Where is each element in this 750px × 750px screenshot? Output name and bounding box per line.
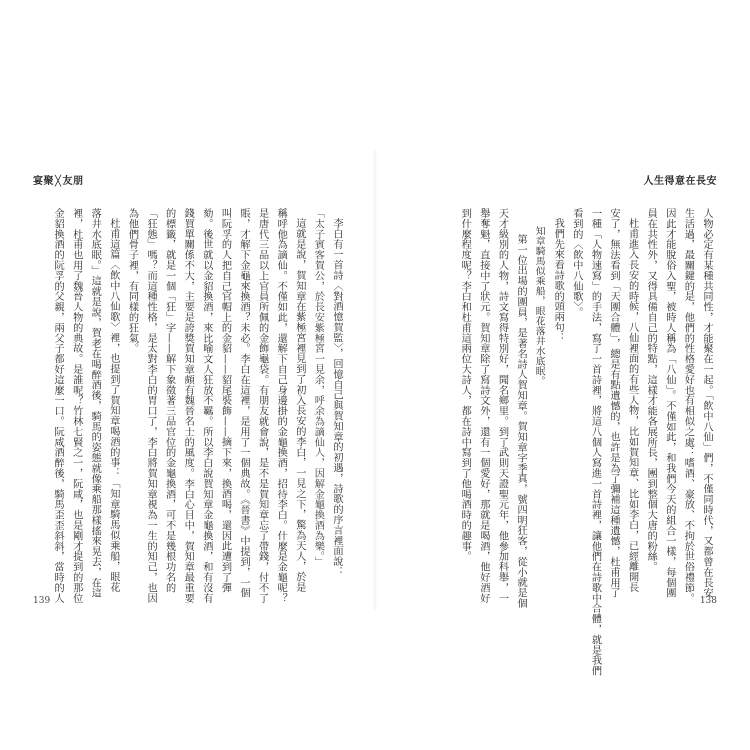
page-number-left: 139 (33, 596, 51, 606)
book-gutter (373, 150, 377, 610)
text-column: 劾。後世就以金貂換酒，來比喻文人狂放不羈。所以李白說賀知章金龜換酒，和有沒有 (200, 208, 212, 604)
section-title-part2: 友朋 (62, 176, 84, 187)
text-column: 錢買單關係不大，主要是誇獎賀知章頗有魏晉名士的風度。李白心目中，賀知章最重要 (182, 208, 194, 604)
text-column: 天才級別的人物，詩文寫得特別好，聞名鄉里。到了武則天證聖元年，他參加科舉，一 (496, 208, 508, 604)
text-column: 生活過，最關鍵的是，他們的性格愛好也有相似之處：嗜酒、豪放、不拘於世俗禮節。 (682, 208, 694, 604)
text-column: 安了，無法看到「天團合體」，總是有點遺憾的，也許是為了彌補這種遺憾，杜甫用了 (608, 208, 620, 599)
text-column: 因此才能脫俗入聖，被時人稱為「八仙」。不僅如此，和我們今天的組合一樣，每個團 (663, 208, 675, 599)
quotation-line: 「太子賓客賀公，於長安紫極宮一見余，呼余為謫仙人，因解金龜換酒為樂。」 (312, 208, 324, 567)
text-column: 舉奪魁，直接中了狀元。賀知章除了寫詩文外，還有一個愛好，那就是喝酒，他好酒好 (477, 208, 489, 604)
text-column: 看到的〈飲中八仙歌〉。 (570, 208, 582, 318)
text-column: 裡，杜甫也用了魏晉人物的典故。是誰呢？竹林七賢之一，阮咸，也是剛才提到的那位 (70, 208, 82, 604)
page-number-right: 138 (699, 596, 717, 606)
section-title-part1: 宴聚 (33, 176, 54, 187)
text-column: 「狂態」嗎？而這種性格，是太對李白的胃口了，李白將賀知章視為一生的知己，也因 (145, 208, 157, 604)
section-separator: ╳ (55, 176, 62, 187)
text-column: 我們先來看詩歌的頭兩句： (552, 218, 564, 343)
text-column: 賬，才解下金龜來換酒？未必。李白在這裡，是用了一個典故。《晉書》中提到，一個 (238, 208, 250, 599)
text-column: 為他們骨子裡，有同樣的狂氣。 (126, 208, 138, 354)
text-column: 一種「人物速寫」的手法，寫了一首詩裡，將這八個人寫進一首詩裡，讓他們在詩歌中合體，就是我們 (589, 208, 601, 676)
poem-line: 知章騎馬似乘船，眼花落井水底眠。 (533, 226, 545, 386)
running-header-right (644, 172, 718, 187)
text-column: 員在共性外，又得具備自己的特點，這樣才能各展所長，團到整個大唐的粉絲。 (645, 208, 657, 572)
text-column: 人物必定有某種共同性，才能聚在一起。「飲中八仙」們，不僅同時代，又都曾在長安 (701, 208, 712, 599)
text-column: 落井水底眠。」這就是說，賀老在喝醉酒後，騎馬的姿態就像乘船那樣搖來晃去，在這 (89, 208, 101, 599)
text-column: 金貂換酒的阮孚的父親，兩父子都好這麼一口。阮咸酒醉後，騎馬歪歪斜斜，當時的人 (52, 208, 64, 604)
text-column: 稱呼他為謫仙。不僅如此，還解下自己身邊掛的金龜換酒，招待李白。什麼是金龜呢？ (275, 208, 287, 604)
text-column: 是唐代三品以上官員所佩的金飾龜袋。有朋友就會說，是不是賀知章忘了帶錢，付不了 (256, 208, 268, 604)
text-column: 叫阮孚的人把自己官帽上的金貂——貂尾裝飾——摘下來，換酒喝，還因此遭到了彈 (219, 208, 231, 593)
text-column: 這就是說，賀知章在紫極宮裡見到了初入長安的李白，一見之下，驚為天人，於是 (293, 218, 305, 593)
running-header-left (33, 172, 84, 187)
text-column: 到什麼程度呢？李白和杜甫這兩位大詩人，都在詩中寫到了他喝酒時的趣事。 (459, 208, 471, 562)
text-column: 杜甫這篇〈飲中八仙歌〉裡，也提到了賀知章喝酒的事：「知章騎馬似乘船，眼花 (107, 218, 119, 593)
chapter-title: 人生得意在長安 (643, 176, 717, 187)
text-column: 第一位出場的團員，是著名詩人賀知章。賀知章字季真，號四明狂客，從小就是個 (515, 234, 527, 609)
text-column: 杜甫進入長安的時候，八仙裡面的有些人物，比如賀知章、比如李白，已經離開長 (626, 218, 638, 593)
text-column: 的標籤，就是一個「狂」字——解下象徵著三品官位的金龜換酒，可不是幾根功名的 (163, 208, 175, 593)
text-column: 李白有一首詩〈對酒憶賀監〉，回憶自己與賀知章的初遇，詩歌的序言裡面說： (331, 218, 342, 577)
